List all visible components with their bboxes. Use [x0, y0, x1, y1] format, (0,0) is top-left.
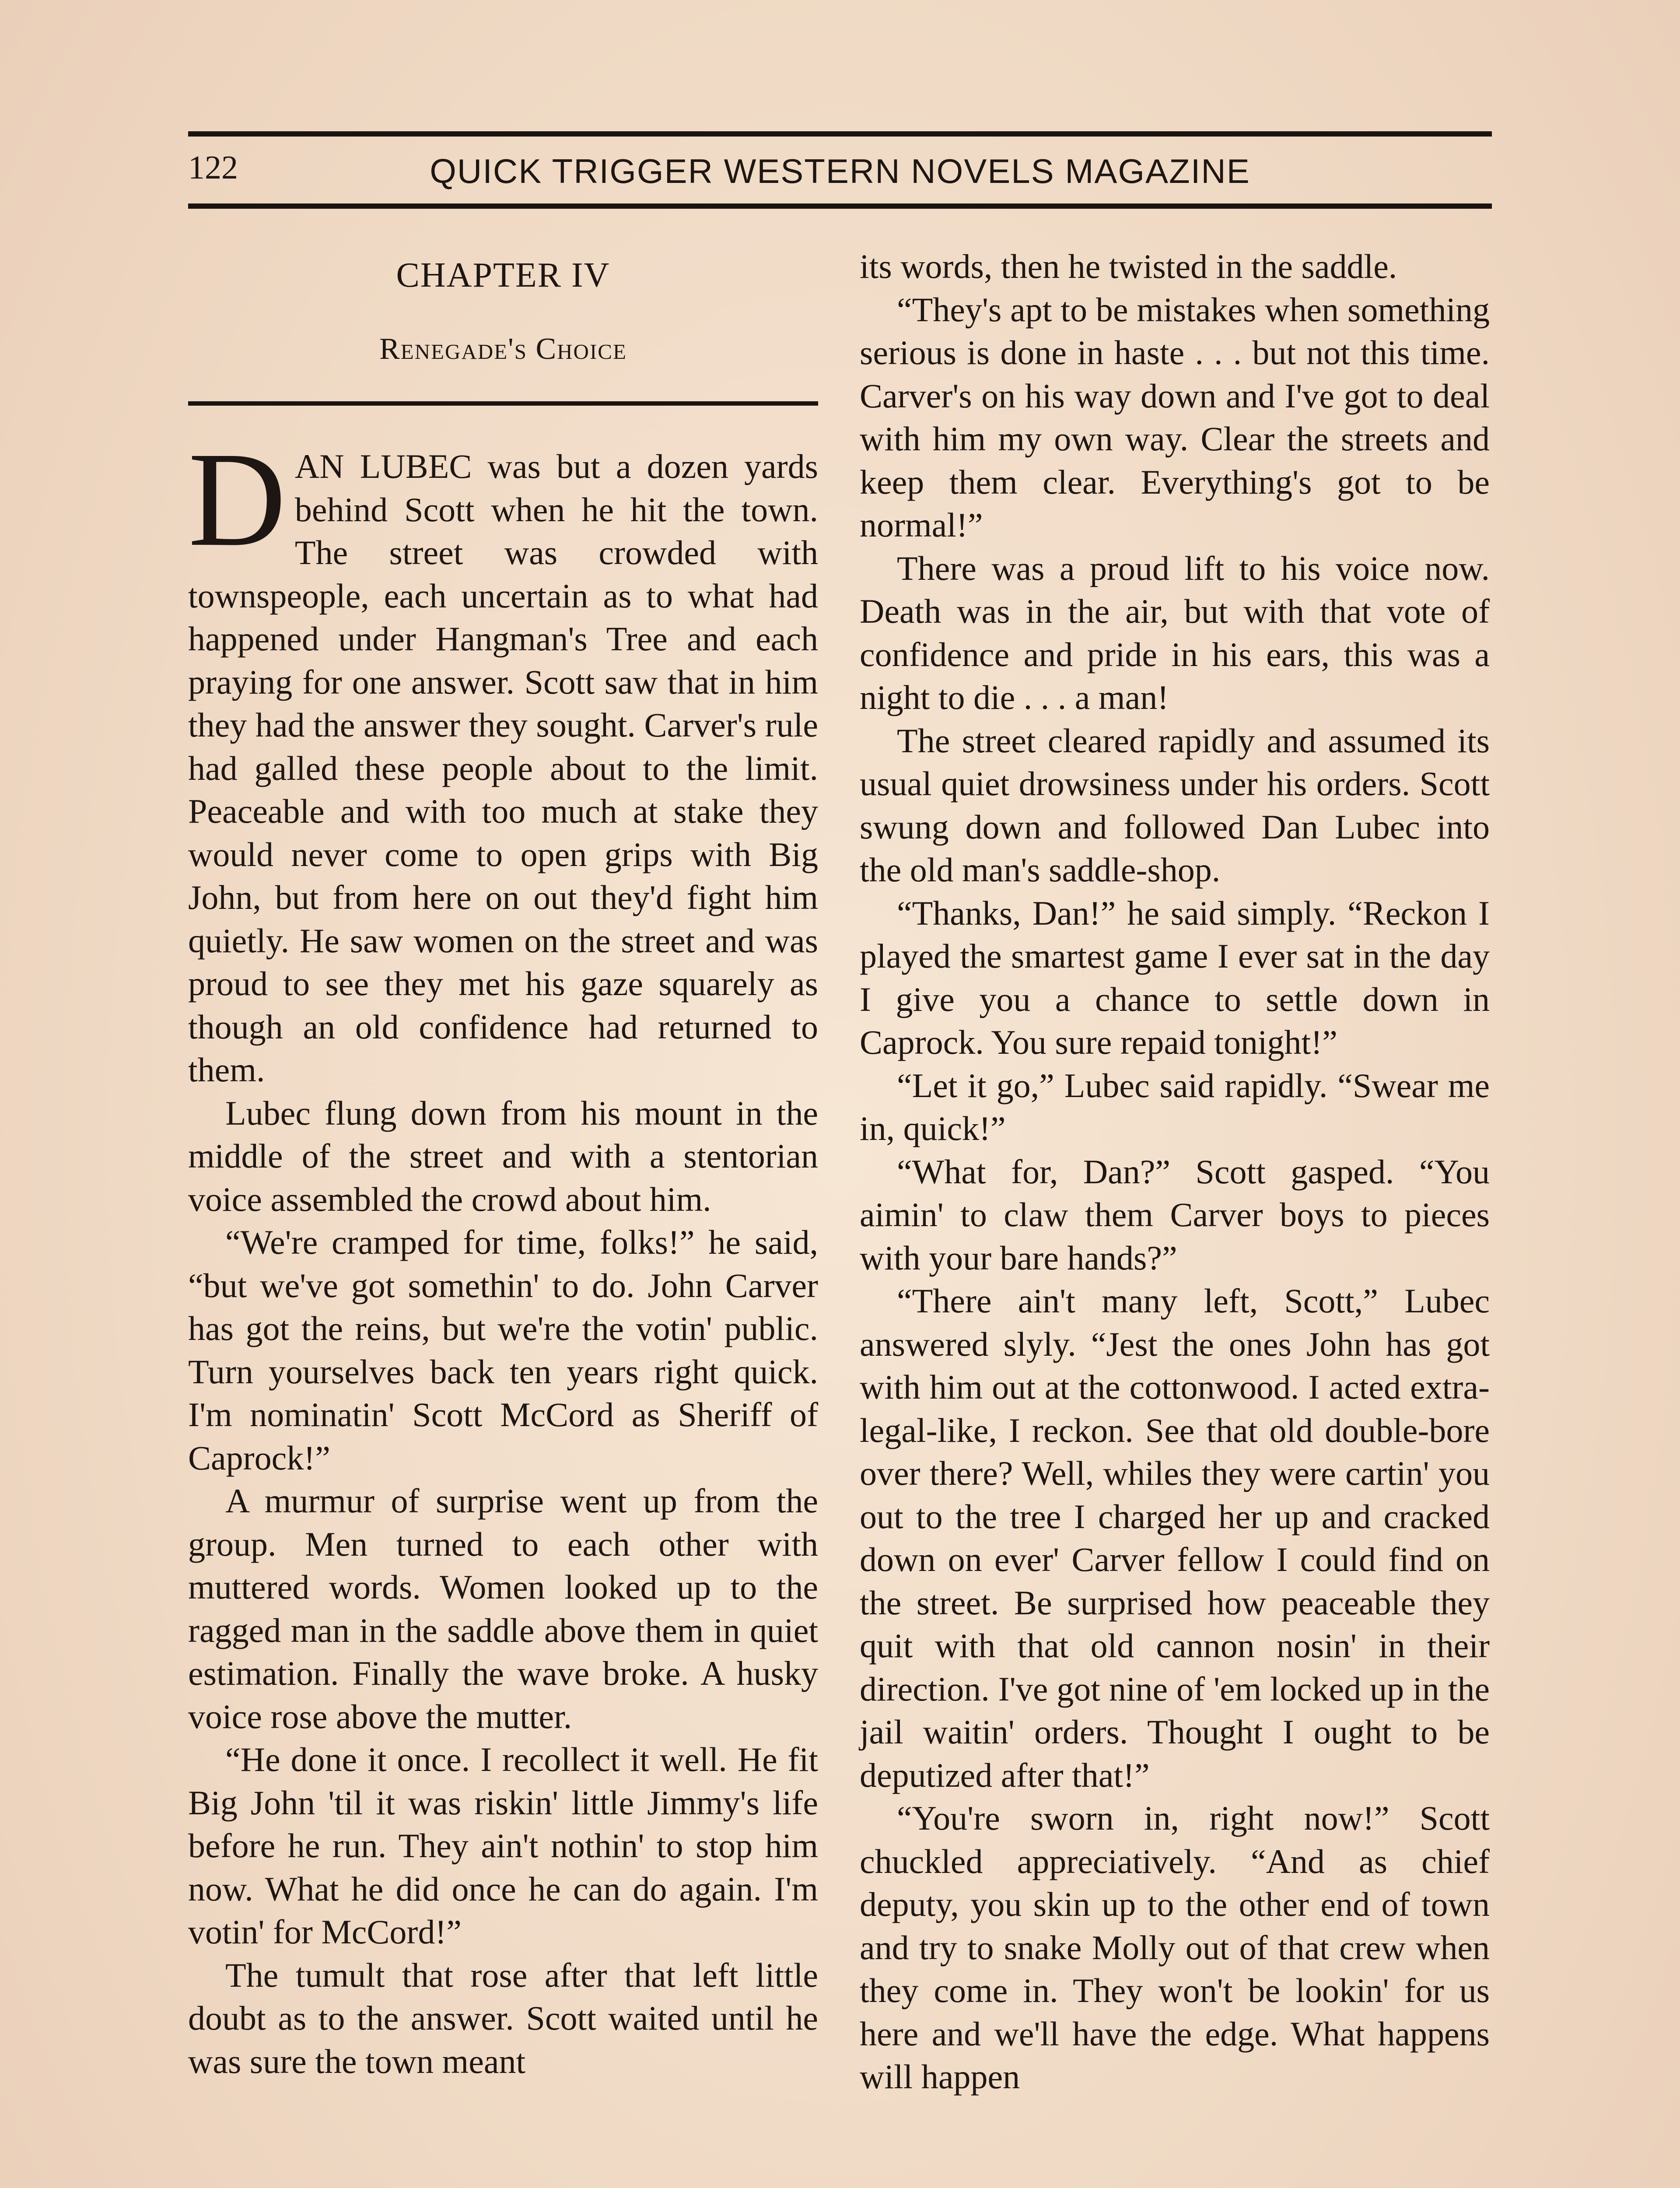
paragraph: “What for, Dan?” Scott gasped. “You aimin' to claw them Carver boys to pieces with your bare hands?” [860, 1152, 1490, 1277]
left-column [188, 245, 818, 2083]
continued-paragraph: its words, then he twisted in the saddle. [860, 247, 1397, 285]
chapter-title: CHAPTER IV [396, 256, 610, 295]
paragraph: “You're sworn in, right now!” Scott chuckled appreciatively. “And as chief deputy, you skin up to the other end of town and try to snake Molly out of that crew when they come in. They won't be lookin' for us here and we'll have the edge. What happens will happen [860, 1799, 1490, 2096]
paragraph: The tumult that rose after that left little doubt as to the answer. Scott waited until he was sure the town meant [188, 1956, 818, 2080]
paragraph: “There ain't many left, Scott,” Lubec answered slyly. “Jest the ones John has got with him out at the cottonwood. I acted extra-legal-like, I reckon. See that old double-bore over there? Well, whiles they were cartin' you out to the tree I charged her up and cracked down on ever' Carver fellow I could find on the street. Be surprised how peaceable they quit with that old cannon nosin' in their direction. I've got nine of 'em locked up in the jail waitin' orders. Thought I ought to be deputized after that!” [860, 1282, 1490, 1794]
paragraph: “He done it once. I recollect it well. He fit Big John 'til it was riskin' little Jimmy's life before he run. They ain't nothin' to stop him now. What he did once he can do again. I'm votin' for McCord!” [188, 1740, 818, 1951]
drop-cap: D [188, 424, 286, 575]
paragraph: “They's apt to be mistakes when something serious is done in haste . . . but not this time. Carver's on his way down and I've got to deal with him my own way. Clear the streets and keep them clear. Everything's got to be normal!” [860, 290, 1490, 544]
chapter-subtitle: Renegade's Choice [379, 332, 627, 366]
paragraph: A murmur of surprise went up from the group. Men turned to each other with muttered words. Women looked up to the ragged man in the saddle above them in quiet estimation. Finally the wave broke. A husky voice rose above the mutter. [188, 1482, 818, 1736]
paragraph: There was a proud lift to his voice now. Death was in the air, but with that vote of confidence and pride in his ears, this was a night to die . . . a man! [860, 549, 1490, 716]
page-number: 122 [188, 149, 238, 186]
paragraph: Lubec flung down from his mount in the middle of the street and with a stentorian voice assembled the crowd about him. [188, 1094, 818, 1218]
paragraph: The street cleared rapidly and assumed its usual quiet drowsiness under his orders. Scott swung down and followed Dan Lubec into the old man's saddle-shop. [860, 721, 1490, 889]
running-header [188, 140, 1492, 201]
opening-paragraph-text: AN LUBEC was but a dozen yards behind Scott when he hit the town. The street was crowded with townspeople, each uncertain as to what had happened under Hangman's Tree and each praying for one answer. Scott saw that in him they had the answer they sought. Carver's rule had galled these people about to the limit. Peaceable and with too much at stake they would never come to open grips with Big John, but from here on out they'd fight him quietly. He saw women on the street and was proud to see they met his gaze squarely as though an old confidence had returned to them. [188, 447, 818, 1089]
header-top-rule [188, 131, 1492, 137]
opening-paragraph [188, 424, 818, 1092]
paragraph: “Let it go,” Lubec said rapidly. “Swear me in, quick!” [860, 1066, 1490, 1147]
magazine-title: QUICK TRIGGER WESTERN NOVELS MAGAZINE [430, 152, 1250, 190]
chapter-divider [188, 401, 818, 406]
paragraph: “We're cramped for time, folks!” he said, “but we've got somethin' to do. John Carver has got the reins, but we're the votin' public. Turn yourselves back ten years right quick. I'm nominatin' Scott McCord as Sheriff of Caprock!” [188, 1223, 818, 1477]
header-bottom-rule [188, 203, 1492, 209]
right-column [860, 245, 1490, 2099]
paragraph: “Thanks, Dan!” he said simply. “Reckon I played the smartest game I ever sat in the day I give you a chance to settle down in Caprock. You sure repaid tonight!” [860, 894, 1490, 1061]
